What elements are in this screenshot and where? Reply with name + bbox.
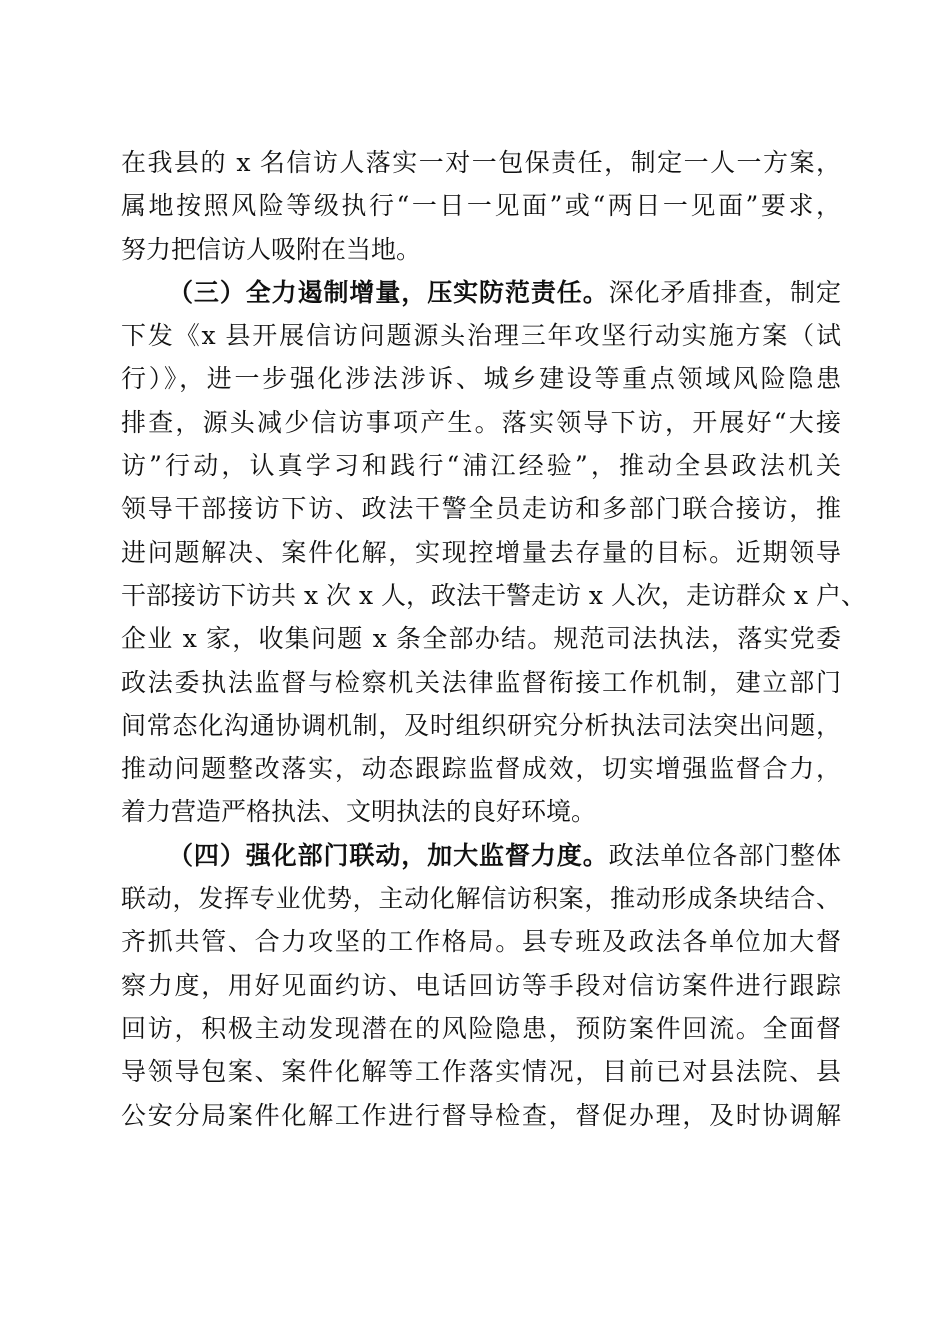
text-line: 访”行动，认真学习和践行“浦江经验”，推动全县政法机关 (121, 451, 841, 481)
text-line: 公安分局案件化解工作进行督导检查，督促办理，及时协调解 (121, 1100, 841, 1130)
text-line: 联动，发挥专业优势，主动化解信访积案，推动形成条块结合、 (121, 884, 841, 914)
text-line: 政法委执法监督与检察机关法律监督衔接工作机制，建立部门 (121, 667, 841, 697)
text-line: 属地按照风险等级执行“一日一见面”或“两日一见面”要求， (121, 191, 841, 221)
text-line (121, 271, 841, 314)
section-heading: （三）全力遏制增量，压实防范责任。 (168, 277, 609, 307)
text-line: 回访，积极主动发现潜在的风险隐患，预防案件回流。全面督 (121, 1013, 841, 1043)
text-line: 行）》，进一步强化涉法涉诉、城乡建设等重点领域风险隐患 (121, 364, 841, 394)
text-line: 察力度，用好见面约访、电话回访等手段对信访案件进行跟踪 (121, 970, 841, 1000)
text-line: 努力把信访人吸附在当地。 (121, 234, 422, 264)
text-line: 进问题解决、案件化解，实现控增量去存量的目标。近期领导 (121, 537, 841, 567)
text-line: 齐抓共管、合力攻坚的工作格局。县专班及政法各单位加大督 (121, 927, 841, 957)
text-line: 领导干部接访下访、政法干警全员走访和多部门联合接访，推 (121, 494, 841, 524)
text-line: 着力营造严格执法、文明执法的良好环境。 (121, 797, 597, 827)
text-line: 推动问题整改落实，动态跟踪监督成效，切实增强监督合力， (121, 754, 841, 784)
text-span: 政法单位各部门整体 (608, 840, 841, 870)
text-line: 导领导包案、案件化解等工作落实情况，目前已对县法院、县 (121, 1057, 841, 1087)
text-line: 企业 x 家，收集问题 x 条全部办结。规范司法执法，落实党委 (121, 624, 841, 654)
paragraph-continuation (121, 141, 841, 271)
text-line: 间常态化沟通协调机制，及时组织研究分析执法司法突出问题， (121, 710, 841, 740)
paragraph-section-3 (121, 271, 866, 834)
section-heading: （四）强化部门联动，加大监督力度。 (168, 840, 609, 870)
paragraph-section-4 (121, 834, 841, 1137)
text-span: 深化矛盾排查，制定 (608, 277, 841, 307)
text-line (121, 834, 841, 877)
text-line: 干部接访下访共 x 次 x 人，政法干警走访 x 人次，走访群众 x 户、 (121, 580, 866, 610)
text-line: 排查，源头减少信访事项产生。落实领导下访，开展好“大接 (121, 407, 841, 437)
text-line: 下发《x 县开展信访问题源头治理三年攻坚行动实施方案（试 (121, 321, 841, 351)
text-line: 在我县的 x 名信访人落实一对一包保责任，制定一人一方案， (121, 148, 841, 177)
document-body (121, 141, 866, 1137)
